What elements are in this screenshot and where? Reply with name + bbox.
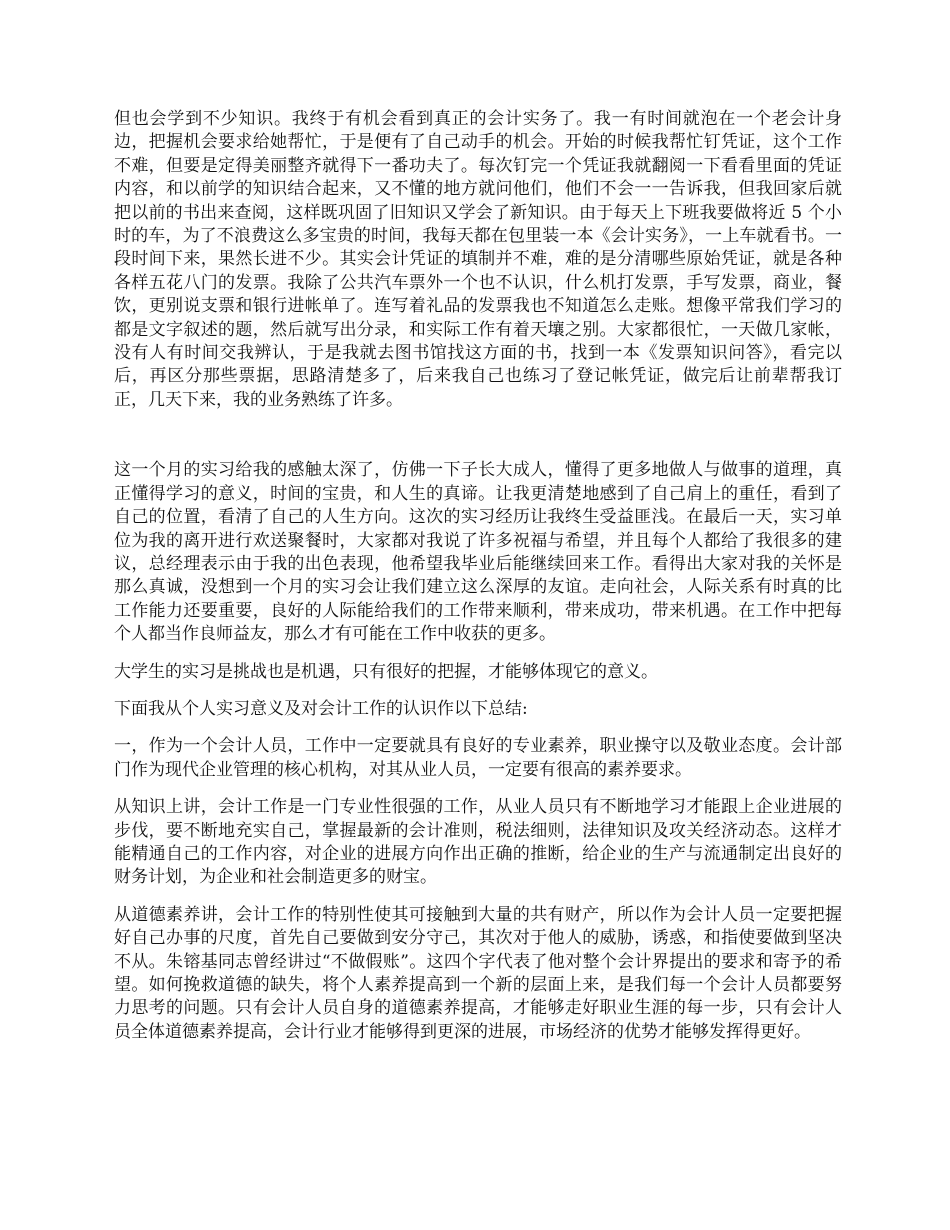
paragraph-knowledge: 从知识上讲，会计工作是一门专业性很强的工作，从业人员只有不断地学习才能跟上企业进展的步伐，要不断地充实自己，掌握最新的会计准则，税法细则，法律知识及攻关经济动态。这样才能精通自己的工作内容，对企业的进展方向作出正确的推断，给企业的生产与流通制定出良好的财务计划，为企业和社会制造更多的财宝。 xyxy=(114,797,842,888)
paragraph-point-one: 一，作为一个会计人员，工作中一定要就具有良好的专业素养，职业操守以及敬业态度。会计部门作为现代企业管理的核心机构，对其从业人员，一定要有很高的素养要求。 xyxy=(114,736,842,780)
paragraph-summary-intro: 下面我从个人实习意义及对会计工作的认识作以下总结: xyxy=(114,698,528,719)
paragraph-challenge-opportunity: 大学生的实习是挑战也是机遇，只有很好的把握，才能够体现它的意义。 xyxy=(114,661,658,682)
document-body xyxy=(114,108,842,1044)
paragraph-ethics: 从道德素养讲，会计工作的特别性使其可接触到大量的共有财产，所以作为会计人员一定要把握好自己办事的尺度，首先自己要做到安分守己，其次对于他人的威胁，诱惑，和指使要做到坚决不从。朱镕基同志曾经讲过“不做假账”。这四个字代表了他对整个会计界提出的要求和寄予的希望。如何挽救道德的缺失，将个人素养提高到一个新的层面上来，是我们每一个会计人员都要努力思考的问题。只有会计人员自身的道德素养提高，才能够走好职业生涯的每一步，只有会计人员全体道德素养提高，会计行业才能够得到更深的进展，市场经济的优势才能够发挥得更好。 xyxy=(114,904,842,1042)
paragraph-internship-reflection: 这一个月的实习给我的感触太深了，仿佛一下子长大成人，懂得了更多地做人与做事的道理，真正懂得学习的意义，时间的宝贵，和人生的真谛。让我更清楚地感到了自己肩上的重任，看到了自己的位置，看清了自己的人生方向。这次的实习经历让我终生受益匪浅。在最后一天，实习单位为我的离开进行欢送聚餐时，大家都对我说了许多祝福与希望，并且每个人都给了我很多的建议，总经理表示由于我的出色表现，他希望我毕业后能继续回来工作。看得出大家对我的关怀是那么真诚，没想到一个月的实习会让我们建立这么深厚的友谊。走向社会，人际关系有时真的比工作能力还要重要，良好的人际能给我们的工作带来顺利，带来成功，带来机遇。在工作中把每个人都当作良师益友，那么才有可能在工作中收获的更多。 xyxy=(114,460,842,645)
paragraph-accounting-practice: 但也会学到不少知识。我终于有机会看到真正的会计实务了。我一有时间就泡在一个老会计身边，把握机会要求给她帮忙，于是便有了自己动手的机会。开始的时候我帮忙钉凭证，这个工作不难，但要是定得美丽整齐就得下一番功夫了。每次钉完一个凭证我就翻阅一下看看里面的凭证内容，和以前学的知识结合起来，又不懂的地方就问他们，他们不会一一告诉我，但我回家后就把以前的书出来查阅，这样既巩固了旧知识又学会了新知识。由于每天上下班我要做将近 5 个小时的车，为了不浪费这么多宝贵的时间，我每天都在包里装一本《会计实务》，一上车就看书。一段时间下来，果然长进不少。其实会计凭证的填制并不难，难的是分清哪些原始凭证，就是各种各样五花八门的发票。我除了公共汽车票外一个也不认识，什么机打发票，手写发票，商业，餐饮，更别说支票和银行进帐单了。连写着礼品的发票我也不知道怎么走账。想像平常我们学习的都是文字叙述的题，然后就写出分录，和实际工作有着天壤之别。大家都很忙，一天做几家帐，没有人有时间交我辨认，于是我就去图书馆找这方面的书，找到一本《发票知识问答》，看完以后，再区分那些票据，思路清楚多了，后来我自己也练习了登记帐凭证，做完后让前辈帮我订正，几天下来，我的业务熟练了许多。 xyxy=(114,109,842,410)
